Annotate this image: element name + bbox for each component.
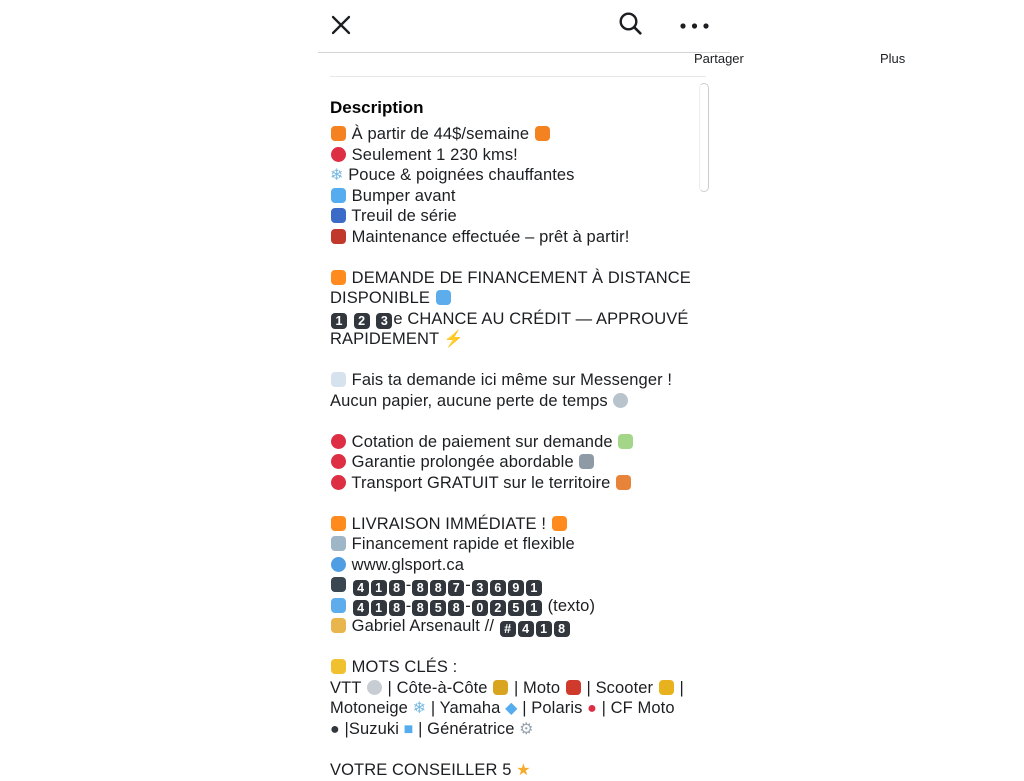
description-line: Fais ta demande ici même sur Messenger ! (330, 370, 720, 391)
description-line: 1 2 3 e CHANCE AU CRÉDIT — APPROUVÉ (330, 309, 720, 330)
actionbar-divider (330, 76, 706, 77)
description-line (330, 247, 720, 268)
search-button[interactable] (618, 11, 643, 36)
description-line: Treuil de série (330, 206, 720, 227)
description-line: 4 1 8 - 8 8 7 - 3 6 9 1 (330, 575, 720, 596)
description-line: Financement rapide et flexible (330, 534, 720, 555)
close-button[interactable] (330, 14, 352, 36)
description-line: Transport GRATUIT sur le territoire (330, 473, 720, 494)
close-icon (330, 14, 352, 36)
header-divider (318, 52, 730, 53)
share-button[interactable]: Partager (694, 51, 744, 66)
description-line: Seulement 1 230 kms! (330, 145, 720, 166)
description-line: VTT | Côte-à-Côte | Moto | Scooter | (330, 678, 684, 697)
description-line: VOTRE CONSEILLER 5 ★ (330, 760, 531, 779)
description-line: www.glsport.ca (330, 555, 720, 576)
listing-detail-screen (300, 0, 906, 779)
more-options-button[interactable] (679, 21, 711, 31)
ellipsis-icon (679, 21, 711, 31)
description-line: Motoneige ❄ | Yamaha ◆ | Polaris ● | CF Moto (330, 699, 675, 717)
more-button[interactable]: Plus (880, 51, 906, 66)
description-body (330, 124, 720, 780)
description-line: ● |Suzuki ■ | Génératrice ⚙ (330, 719, 534, 738)
description-line (330, 493, 720, 514)
description-line: ❄ Pouce & poignées chauffantes (330, 166, 575, 184)
search-icon (618, 11, 643, 36)
description-line (330, 739, 720, 760)
description-line: Aucun papier, aucune perte de temps (330, 391, 720, 412)
description-line (330, 350, 720, 371)
description-line: Garantie prolongée abordable (330, 452, 720, 473)
description-heading: Description (330, 98, 424, 117)
description-line: MOTS CLÉS : (330, 657, 720, 678)
description-line: Gabriel Arsenault // # 4 1 8 (330, 616, 720, 637)
description-line: Maintenance effectuée – prêt à partir! (330, 227, 720, 248)
description-line: 4 1 8 - 8 5 8 - 0 2 5 1 (texto) (330, 596, 720, 617)
description-line: RAPIDEMENT ⚡ (330, 330, 464, 348)
description-line: LIVRAISON IMMÉDIATE ! (330, 514, 720, 535)
description-line (330, 637, 720, 658)
description-line (330, 411, 720, 432)
description-line: À partir de 44$/semaine (330, 124, 720, 145)
description-line: Bumper avant (330, 186, 720, 207)
description-line: DEMANDE DE FINANCEMENT À DISTANCE (330, 268, 720, 289)
description-line: DISPONIBLE (330, 288, 720, 309)
description-line: Cotation de paiement sur demande (330, 432, 720, 453)
